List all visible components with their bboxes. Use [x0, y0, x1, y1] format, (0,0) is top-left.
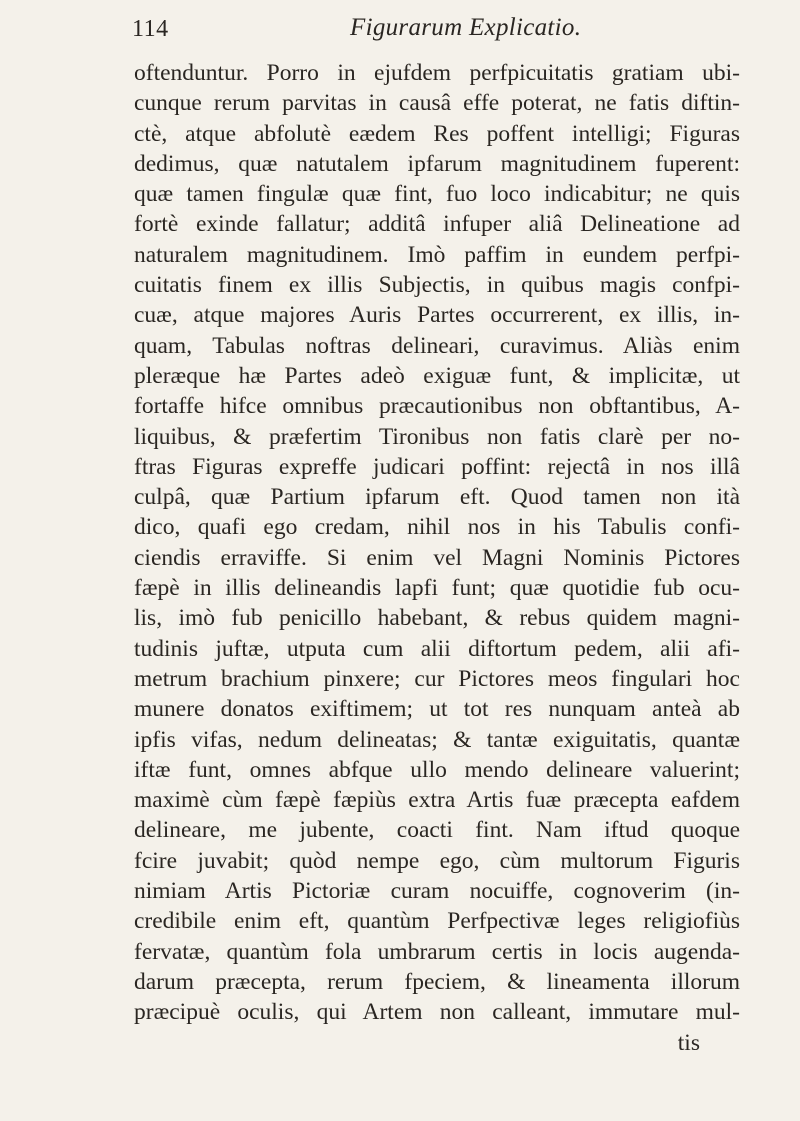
text-line: culpâ, quæ Partium ipfarum eft. Quod tamen non ità — [134, 484, 740, 511]
text-line: ipfis vifas, nedum delineatas; & tantæ exiguitatis, quantæ — [134, 726, 740, 753]
text-line: præcipuè oculis, qui Artem non calleant, immutare mul- — [134, 999, 740, 1026]
text-line: iftæ funt, omnes abfque ullo mendo delineare valuerint; — [134, 756, 740, 783]
text-line: cunque rerum parvitas in causâ effe poterat, ne fatis diftin- — [134, 90, 740, 117]
text-line: dedimus, quæ natutalem ipfarum magnitudinem fuperent: — [134, 150, 740, 177]
text-line: fervatæ, quantùm fola umbrarum certis in locis augenda- — [134, 938, 740, 965]
running-title: Figurarum Explicatio. — [350, 14, 582, 41]
text-line: credibile enim eft, quantùm Perfpectivæ leges religiofiùs — [134, 908, 740, 935]
text-line: delineare, me jubente, coacti fint. Nam iftud quoque — [134, 817, 740, 844]
text-line: oftenduntur. Porro in ejufdem perfpicuitatis gratiam ubi- — [134, 60, 740, 86]
page-number: 114 — [132, 16, 169, 42]
text-line: metrum brachium pinxere; cur Pictores meos fingulari hoc — [134, 665, 740, 692]
text-line: lis, imò fub penicillo habebant, & rebus quidem magni- — [134, 605, 740, 632]
text-line: munere donatos exiftimem; ut tot res nunquam anteà ab — [134, 696, 740, 723]
text-line: quæ tamen fingulæ quæ fint, fuo loco indicabitur; ne quis — [134, 181, 740, 208]
text-line: darum præcepta, rerum fpeciem, & lineamenta illorum — [134, 968, 740, 995]
text-line: fæpè in illis delineandis lapfi funt; quæ quotidie fub ocu- — [134, 575, 740, 602]
text-line: ftras Figuras expreffe judicari poffint: rejectâ in nos illâ — [134, 453, 740, 480]
body-text — [134, 58, 740, 1058]
text-line: liquibus, & præfertim Tironibus non fatis clarè per no- — [134, 423, 740, 450]
text-line: ctè, atque abfolutè eædem Res poffent intelligi; Figuras — [134, 120, 740, 147]
text-line: fortè exinde fallatur; additâ infuper aliâ Delineatione ad — [134, 211, 740, 238]
running-head — [132, 10, 732, 50]
text-line: quam, Tabulas noftras delineari, curavimus. Aliàs enim — [134, 332, 740, 359]
text-line: nimiam Artis Pictoriæ curam nocuiffe, cognoverim (in- — [134, 878, 740, 905]
text-line: dico, quafi ego credam, nihil nos in his Tabulis confi- — [134, 514, 740, 541]
catchword: tis — [677, 1029, 700, 1056]
text-line: pleræque hæ Partes adeò exiguæ funt, & implicitæ, ut — [134, 362, 740, 389]
text-line: cuitatis finem ex illis Subjectis, in quibus magis confpi- — [134, 272, 740, 299]
text-line: cuæ, atque majores Auris Partes occurrerent, ex illis, in- — [134, 302, 740, 329]
text-line: fortaffe hifce omnibus præcautionibus non obftantibus, A- — [134, 393, 740, 420]
text-line: ciendis erraviffe. Si enim vel Magni Nominis Pictores — [134, 544, 740, 571]
text-line: naturalem magnitudinem. Imò paffim in eundem perfpi- — [134, 241, 740, 268]
text-line: tudinis juftæ, utputa cum alii diftortum pedem, alii afi- — [134, 635, 740, 662]
text-line: fcire juvabit; quòd nempe ego, cùm multorum Figuris — [134, 847, 740, 874]
text-line: maximè cùm fæpè fæpiùs extra Artis fuæ præcepta eafdem — [134, 787, 740, 814]
